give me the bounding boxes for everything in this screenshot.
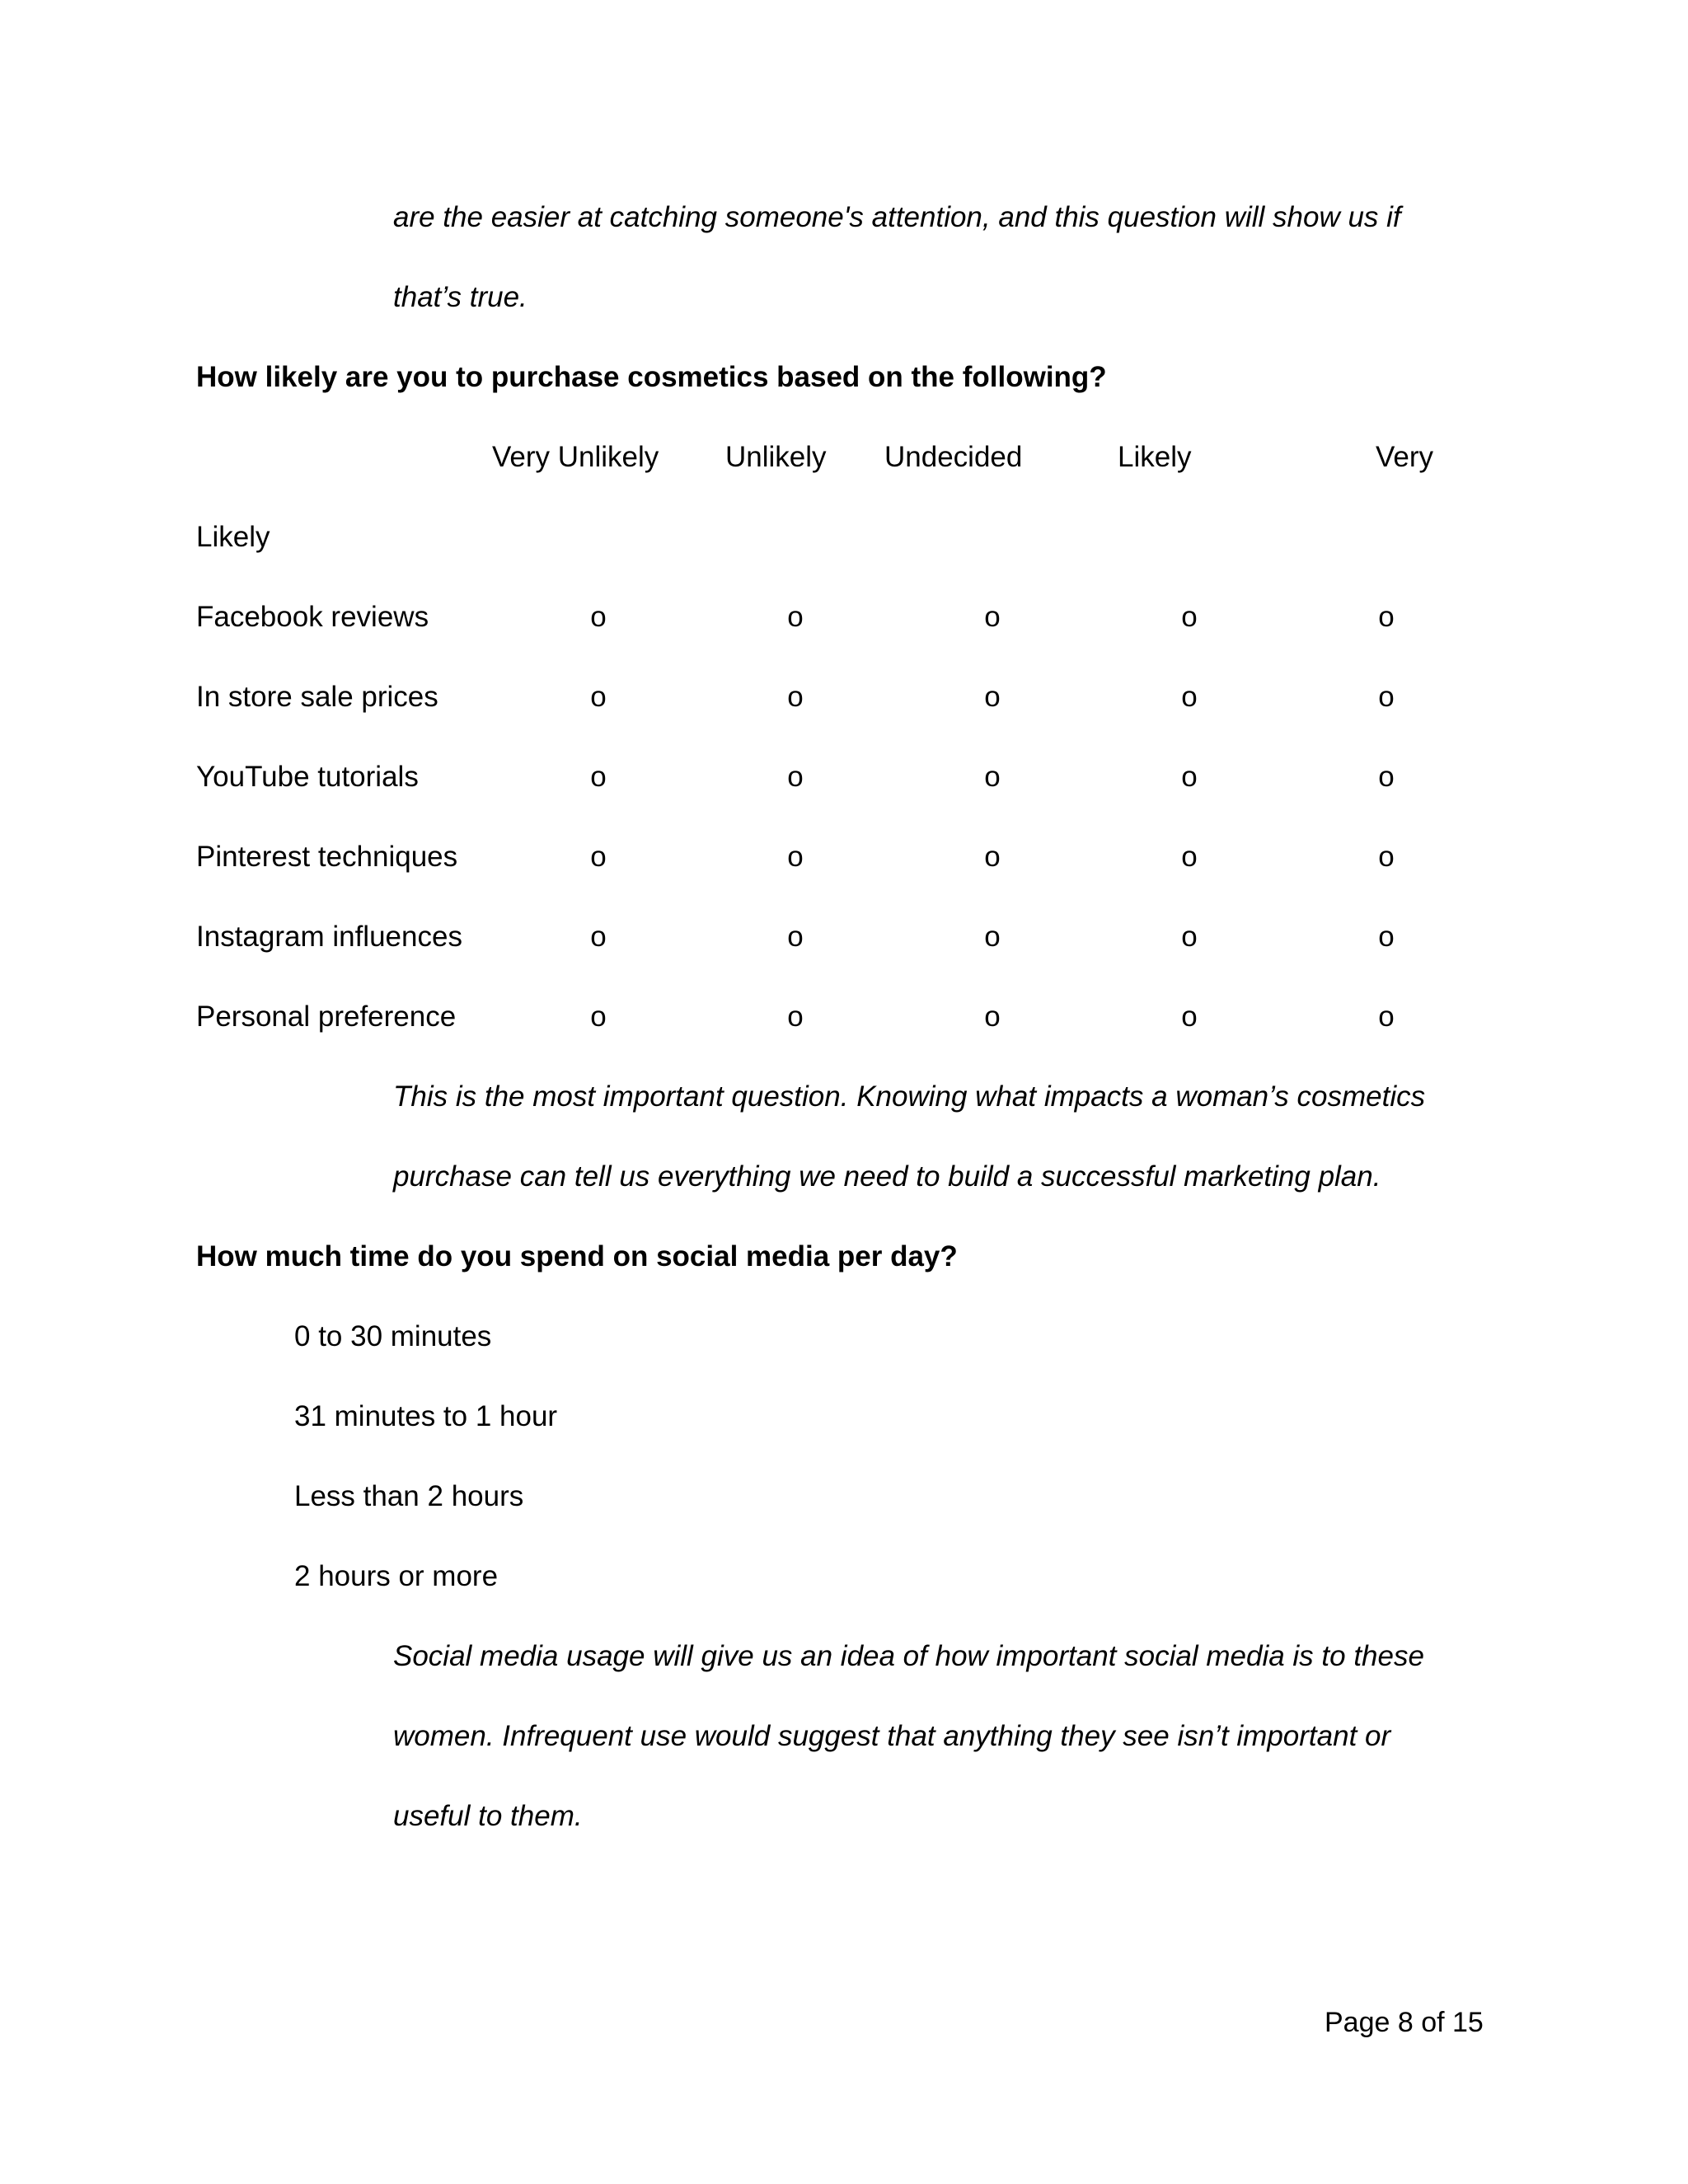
row-label-youtube-tutorials: YouTube tutorials	[196, 761, 419, 793]
question-2-note-line-1: Social media usage will give us an idea of how important social media is to these	[393, 1640, 1424, 1672]
row-label-personal-preference: Personal preference	[196, 1001, 457, 1033]
scale-header-likely: Likely	[1118, 441, 1192, 473]
question-1-note-line-1: This is the most important question. Knowing what impacts a woman’s cosmetics	[393, 1080, 1426, 1113]
option-radio[interactable]: o	[1181, 681, 1198, 713]
option-radio[interactable]: o	[787, 681, 804, 713]
page-number: Page 8 of 15	[1325, 2007, 1484, 2038]
answer-option[interactable]: 2 hours or more	[294, 1560, 499, 1592]
option-radio[interactable]: o	[1181, 921, 1198, 953]
option-radio[interactable]: o	[1181, 841, 1198, 873]
question-1-text: How likely are you to purchase cosmetics based on the following?	[196, 361, 1107, 393]
scale-header-very: Very	[1376, 441, 1434, 473]
option-radio[interactable]: o	[984, 1001, 1001, 1033]
option-radio[interactable]: o	[984, 681, 1001, 713]
row-label-facebook-reviews: Facebook reviews	[196, 601, 429, 633]
question-2-note-line-3: useful to them.	[393, 1800, 583, 1832]
option-radio[interactable]: o	[590, 921, 607, 953]
option-radio[interactable]: o	[1181, 601, 1198, 633]
option-radio[interactable]: o	[1378, 761, 1395, 793]
option-radio[interactable]: o	[590, 601, 607, 633]
answer-option[interactable]: 0 to 30 minutes	[294, 1320, 492, 1352]
row-label-instagram-influences: Instagram influences	[196, 921, 462, 953]
question-1-note-line-2: purchase can tell us everything we need to build a successful marketing plan.	[393, 1160, 1381, 1193]
option-radio[interactable]: o	[1378, 601, 1395, 633]
scale-header-undecided: Undecided	[884, 441, 1023, 473]
scale-header-unlikely: Unlikely	[725, 441, 827, 473]
option-radio[interactable]: o	[590, 681, 607, 713]
option-radio[interactable]: o	[590, 761, 607, 793]
option-radio[interactable]: o	[590, 841, 607, 873]
option-radio[interactable]: o	[1378, 681, 1395, 713]
option-radio[interactable]: o	[1378, 841, 1395, 873]
row-label-pinterest-techniques: Pinterest techniques	[196, 841, 458, 873]
question-2-note-line-2: women. Infrequent use would suggest that anything they see isn’t important or	[393, 1720, 1391, 1752]
option-radio[interactable]: o	[787, 601, 804, 633]
question-2-text: How much time do you spend on social media per day?	[196, 1240, 958, 1272]
intro-note-line-1: are the easier at catching someone's attention, and this question will show us if	[393, 201, 1401, 233]
option-radio[interactable]: o	[984, 601, 1001, 633]
option-radio[interactable]: o	[1181, 1001, 1198, 1033]
option-radio[interactable]: o	[590, 1001, 607, 1033]
answer-option[interactable]: 31 minutes to 1 hour	[294, 1400, 558, 1432]
option-radio[interactable]: o	[1378, 921, 1395, 953]
option-radio[interactable]: o	[787, 761, 804, 793]
intro-note-line-2: that’s true.	[393, 281, 528, 313]
option-radio[interactable]: o	[1378, 1001, 1395, 1033]
option-radio[interactable]: o	[787, 1001, 804, 1033]
scale-header-very-unlikely: Very Unlikely	[492, 441, 659, 473]
scale-header-wrap-likely: Likely	[196, 521, 270, 553]
answer-option[interactable]: Less than 2 hours	[294, 1480, 524, 1512]
option-radio[interactable]: o	[984, 921, 1001, 953]
row-label-in-store-sale-prices: In store sale prices	[196, 681, 438, 713]
option-radio[interactable]: o	[984, 841, 1001, 873]
option-radio[interactable]: o	[787, 841, 804, 873]
option-radio[interactable]: o	[787, 921, 804, 953]
option-radio[interactable]: o	[984, 761, 1001, 793]
option-radio[interactable]: o	[1181, 761, 1198, 793]
